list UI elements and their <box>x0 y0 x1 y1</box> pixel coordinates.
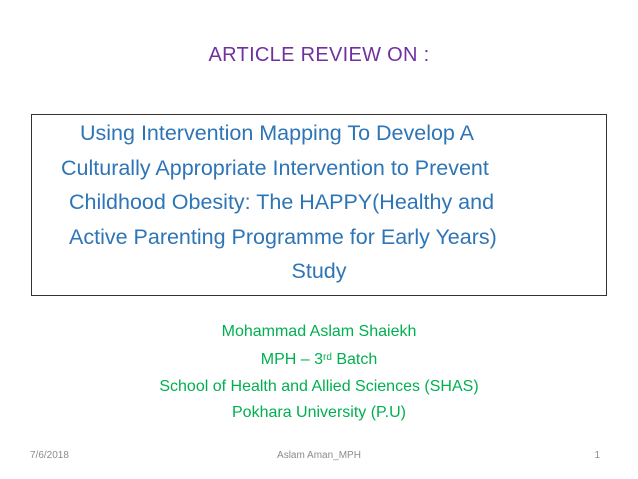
title-line: Active Parenting Programme for Early Years) <box>69 225 497 249</box>
footer-author: Aslam Aman_MPH <box>277 450 361 461</box>
author-program <box>0 350 638 370</box>
title-line: Using Intervention Mapping To Develop A <box>80 121 475 145</box>
author-name: Mohammad Aslam Shaiekh <box>221 323 417 340</box>
author-school: School of Health and Allied Sciences (SHAS) <box>159 378 479 395</box>
program-superscript: rd <box>322 352 332 363</box>
title-line: Study <box>291 259 347 283</box>
program-suffix: Batch <box>331 351 378 368</box>
title-line: Culturally Appropriate Intervention to Prevent <box>61 156 489 180</box>
program-prefix: MPH – 3 <box>260 351 323 368</box>
author-university: Pokhara University (P.U) <box>232 404 406 421</box>
slide-heading: ARTICLE REVIEW ON : <box>208 44 430 66</box>
footer-page-number: 1 <box>594 450 600 461</box>
footer-date: 7/6/2018 <box>30 450 69 461</box>
title-line: Childhood Obesity: The HAPPY(Healthy and <box>69 190 495 214</box>
